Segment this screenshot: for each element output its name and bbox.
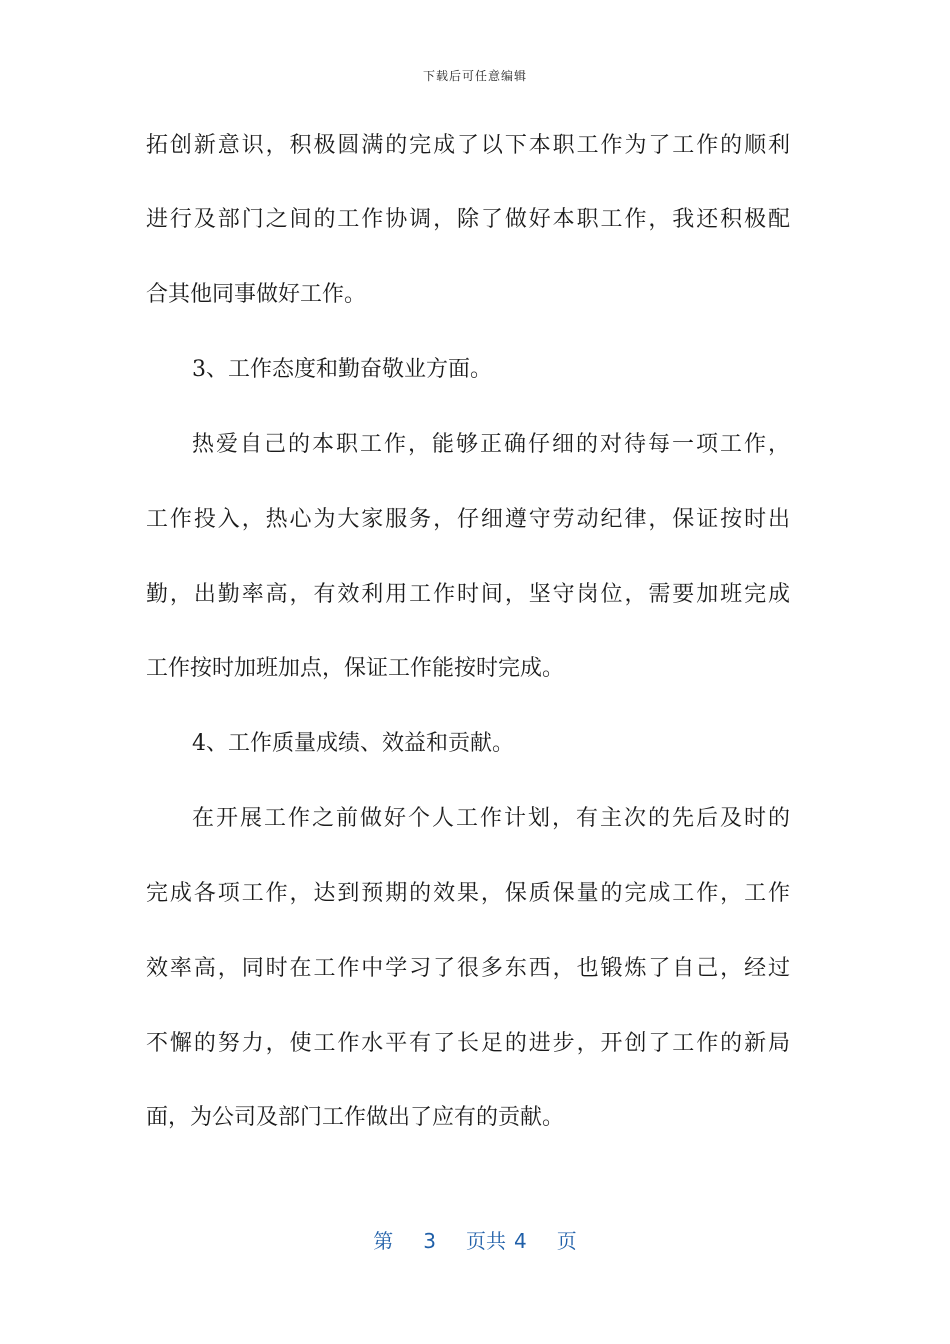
total-page-number: 4 (514, 1229, 527, 1253)
text-line: 工作投入，热心为大家服务，仔细遵守劳动纪律，保证按时出 (146, 507, 790, 532)
footer-middle: 页共 (466, 1229, 506, 1253)
text-line: 热爱自己的本职工作，能够正确仔细的对待每一项工作， (192, 432, 790, 457)
page-number-footer (0, 1225, 950, 1254)
text-line: 合其他同事做好工作。 (146, 282, 367, 307)
text-line: 完成各项工作，达到预期的效果，保质保量的完成工作，工作 (146, 881, 790, 906)
text-line: 在开展工作之前做好个人工作计划，有主次的先后及时的 (192, 806, 790, 831)
text-line: 进行及部门之间的工作协调，除了做好本职工作，我还积极配 (146, 207, 790, 232)
footer-suffix: 页 (556, 1229, 577, 1253)
section-heading: 4、工作质量成绩、效益和贡献。 (192, 731, 514, 756)
text-line: 拓创新意识，积极圆满的完成了以下本职工作为了工作的顺利 (146, 133, 790, 158)
text-line: 勤，出勤率高，有效利用工作时间，坚守岗位，需要加班完成 (146, 582, 790, 607)
footer-prefix: 第 (373, 1229, 394, 1253)
text-line: 面，为公司及部门工作做出了应有的贡献。 (146, 1105, 565, 1130)
section-heading: 3、工作态度和勤奋敬业方面。 (192, 357, 492, 382)
text-line: 工作按时加班加点，保证工作能按时完成。 (146, 656, 565, 681)
text-line: 不懈的努力，使工作水平有了长足的进步，开创了工作的新局 (146, 1031, 790, 1056)
current-page-number: 3 (423, 1229, 436, 1253)
page-header-note: 下载后可任意编辑 (422, 69, 527, 83)
text-line: 效率高，同时在工作中学习了很多东西，也锻炼了自己，经过 (146, 956, 790, 981)
